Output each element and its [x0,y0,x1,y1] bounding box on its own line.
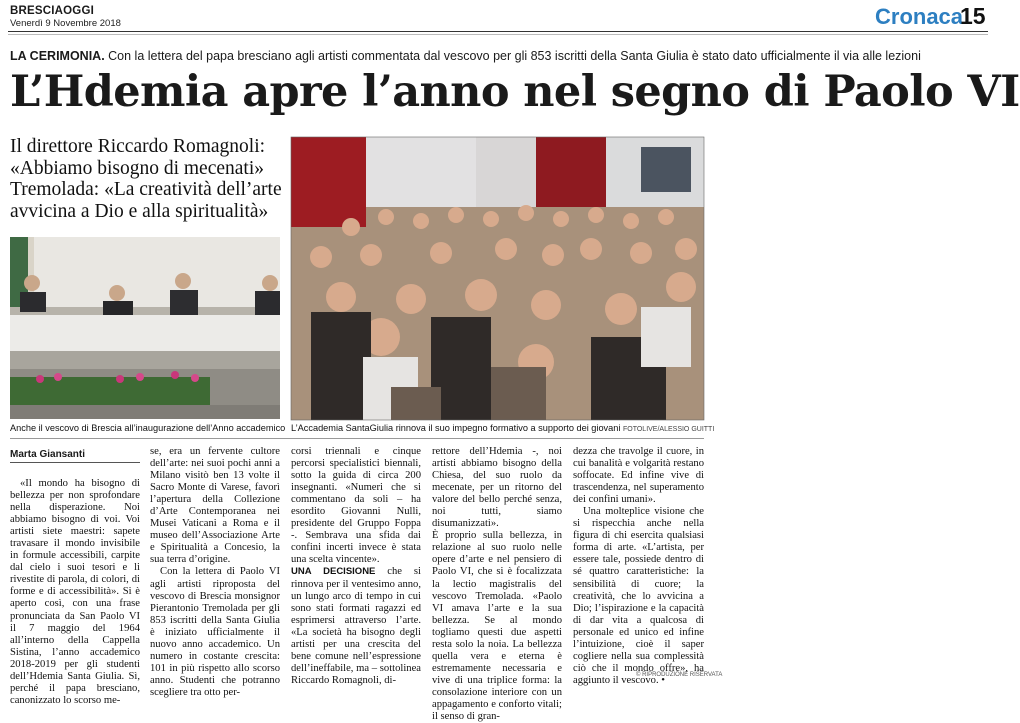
photo-audience [291,137,704,420]
column-5-text-b: Una molteplice visione che si rispecchia anche nella figura di chi esercita qualsiasi forma di arte. «L’artista, per essere tale, possiede dentro di sé quattro caratteristiche: la sensibilità di cuore; la creatività, che lo avvicina a Dio; l’ispirazione e la capacità di dar vita a qualcosa di personale ed unico ed infine l’intuizione, cioè il saper cogliere nella sua complessità ciò che il mondo offre», ha aggiunto il vescovo. • [573,506,704,686]
column-1-text: «Il mondo ha bisogno di bellezza per non sprofondare nella disperazione. Noi abbiamo bisogno di voi. Voi artisti siete maestri: sapete travasare il mondo invisibile in formule accessibili, carpite dal cielo i suoi tesori e li rivestite di parola, di colori, di forme e di accessibilità». Si è aperto così, con una frase pronunciata da San Paolo VI il 7 maggio del 1964 all’interno della Cappella Sistina, l’anno accademico 2018-2019 per gli studenti dell’Hdemia Santa Giulia. Sì, perché il papa bresciano, canonizzato lo scorso me- [10,478,140,706]
byline-rule [10,462,140,463]
subhead-line-2: «Abbiamo bisogno di mecenati» [10,157,264,179]
body-rule [10,438,704,439]
footer-note: © RIPRODUZIONE RISERVATA [636,672,723,678]
issue-date: Venerdì 9 Novembre 2018 [10,18,121,29]
headline: L’Hdemia apre l’anno nel segno di Paolo VI [10,67,1020,117]
column-2-text-b: Con la lettera di Paolo VI agli artisti riproposta del vescovo di Brescia monsignor Pierantonio Tremolada per gli 853 iscritti della Santa Giulia è iniziato ufficialmente il nuovo anno accademico. Un numero in costante crescita: 101 in più rispetto allo scorso anno. Studenti che potranno scegliere tra otto per- [150,566,280,698]
photo-bishop-panel [10,237,280,419]
column-3-lead-in: UNA DECISIONE [291,566,376,578]
photo-large-caption-text: L’Accademia SantaGiulia rinnova il suo impegno formativo a supporto dei giovani [291,423,621,433]
article-column-1 [10,478,140,706]
paper-name: BRESCIAOGGI [10,5,94,17]
subhead-line-3: Tremolada: «La creatività dell’arte [10,179,282,200]
masthead-rule-thin [8,34,988,35]
kicker-label: LA CERIMONIA. [10,49,105,63]
column-3-text-b: che si rinnova per il ventesimo anno, un lungo arco di tempo in cui sono stati formati ragazzi ed esprimersi attraverso l’arte. «La società ha bisogno degli artisti per una crescita del bene comune nell’espressione dell’ineffabile, ma – sottolinea Riccardo Romagnoli, di- [291,566,421,686]
article-column-3 [291,446,421,684]
column-4-text-b: È proprio sulla bellezza, in relazione al suo ruolo nelle opere d’arte e nel pensiero di Paolo VI, che si è focalizzata la lectio magistralis del vescovo Tremolada. «Paolo VI amava l’arte e la sua bellezza. Se al mondo togliamo questi due aspetti resta solo la noia. La bellezza quella vera e eterna è estremamente necessaria e vive di una triplice forma: la consolazione interiore con un appagamento e conforto vitali; il senso di gran- [432,530,562,723]
photo-large-caption [291,423,714,433]
column-3-text-a: corsi triennali e cinque percorsi specialistici biennali, sotto la guida di circa 200 insegnanti. «Numeri che si commentano da soli – ha esordito Giovanni Nulli, presidente del Gruppo Foppa -. Sembrava una sfida dai confini incerti invece è stata una scelta vincente». [291,446,421,566]
column-4-text-a: rettore dell’Hdemia -, noi artisti abbiamo bisogno della Chiesa, del suo ruolo da mecenate, per un ritorno del valore del bello perché senza, noi tutti, siamo disumanizzati». [432,446,562,530]
photo-bishop-panel-image [10,237,280,419]
kicker-text: Con la lettera del papa bresciano agli artisti commentata dal vescovo per gli 853 iscritti della Santa Giulia è stato dato ufficialmente il via alle lezioni [108,49,921,63]
column-2-text-a: se, era un fervente cultore dell’arte: nei suoi pochi anni a Milano visitò ben 13 volte il Sacro Monte di Varese, favorì l’apertura della Collezione d’Arte Contemporanea nei Musei Vaticani a Roma e il museo dell’Associazione Arte e Spiritualità a Concesio, la sua terra d’origine. [150,446,280,566]
article-column-4 [432,446,562,723]
subhead-line-1: Il direttore Riccardo Romagnoli: [10,136,266,157]
photo-credit: FOTOLIVE/ALESSIO GUITTI [622,426,715,433]
section-name: Cronaca [875,4,964,29]
kicker [10,49,921,63]
column-5-text-a: dezza che travolge il cuore, in cui banalità e volgarità restano soffocate. Ed infine vive di trascendenza, nel superamento dei confini umani». [573,446,704,506]
subhead [10,136,290,222]
byline: Marta Giansanti [10,449,86,460]
page-number: 15 [960,3,986,29]
subhead-line-4: avvicina a Dio e alla spiritualità» [10,200,269,222]
photo-audience-image [291,137,704,420]
column-3-paragraph-b [291,566,421,686]
masthead-rule [8,31,988,32]
photo-small-caption: Anche il vescovo di Brescia all’inaugurazione dell’Anno accademico [10,423,286,433]
article-column-2 [150,446,280,698]
